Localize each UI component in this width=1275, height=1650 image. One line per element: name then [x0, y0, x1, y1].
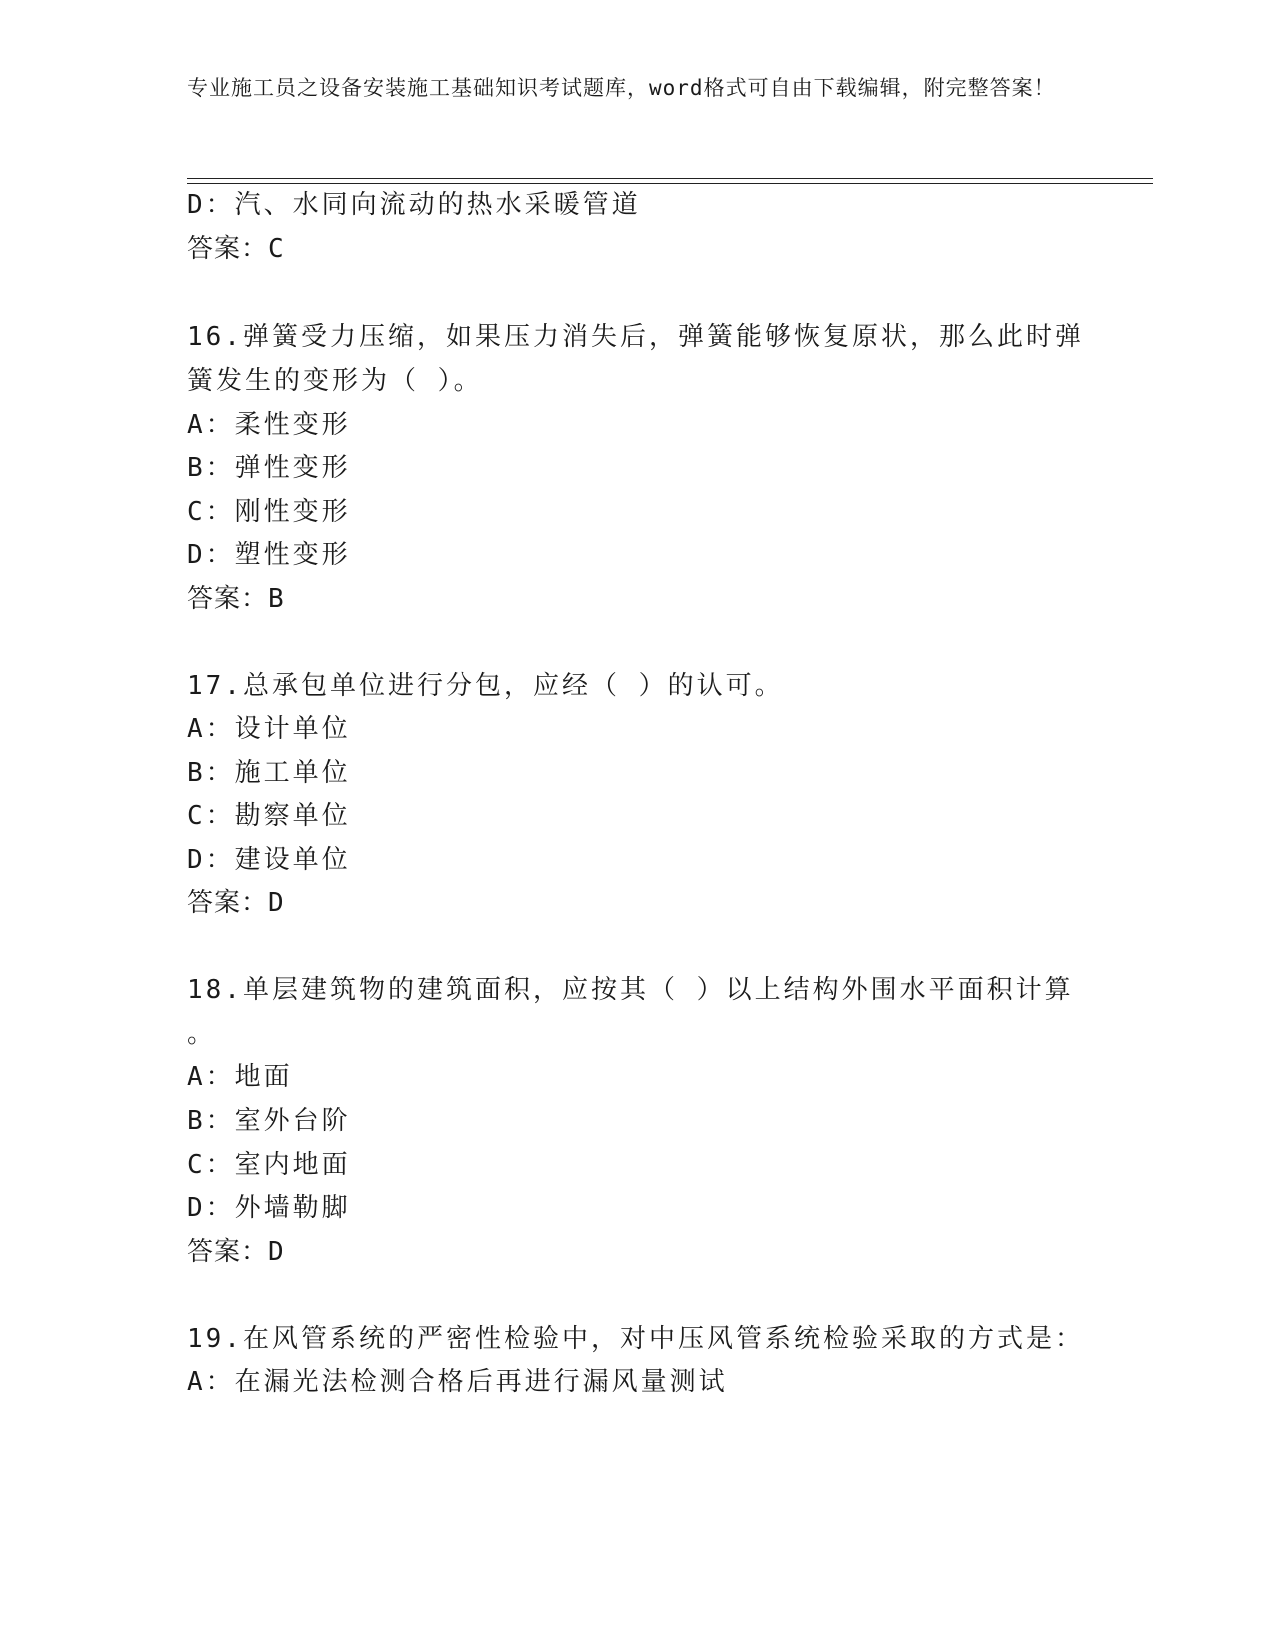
q18-option-c: C：室内地面 [187, 1150, 351, 1180]
prev-answer: 答案：C [187, 234, 285, 264]
q16-answer: 答案：B [187, 584, 285, 614]
q18-stem-line2: 。 [187, 1019, 217, 1049]
q17-stem-line1: 17.总承包单位进行分包，应经（ ）的认可。 [187, 671, 784, 701]
q18-option-d: D：外墙勒脚 [187, 1193, 351, 1223]
q16-stem-line1: 16.弹簧受力压缩，如果压力消失后，弹簧能够恢复原状，那么此时弹 [187, 322, 1084, 352]
q17-option-d: D：建设单位 [187, 845, 351, 875]
q19-option-a: A：在漏光法检测合格后再进行漏风量测试 [187, 1367, 728, 1397]
header-divider-top [187, 178, 1153, 179]
q17-option-b: B：施工单位 [187, 758, 351, 788]
q17-option-c: C：勘察单位 [187, 801, 351, 831]
header-divider-bottom [187, 183, 1153, 184]
q16-stem-line2: 簧发生的变形为（ ）。 [187, 366, 483, 396]
q18-stem-line1: 18.单层建筑物的建筑面积，应按其（ ）以上结构外围水平面积计算 [187, 975, 1074, 1005]
q18-option-a: A：地面 [187, 1062, 293, 1092]
q16-option-a: A：柔性变形 [187, 410, 351, 440]
q16-option-d: D：塑性变形 [187, 540, 351, 570]
q17-option-a: A：设计单位 [187, 714, 351, 744]
q18-answer: 答案：D [187, 1237, 285, 1267]
document-header: 专业施工员之设备安装施工基础知识考试题库，word格式可自由下载编辑，附完整答案！ [187, 76, 1056, 100]
q16-option-b: B：弹性变形 [187, 453, 351, 483]
q16-option-c: C：刚性变形 [187, 497, 351, 527]
q19-stem-line1: 19.在风管系统的严密性检验中，对中压风管系统检验采取的方式是： [187, 1324, 1084, 1354]
q18-option-b: B：室外台阶 [187, 1106, 351, 1136]
q17-answer: 答案：D [187, 888, 285, 918]
prev-option-d: D：汽、水同向流动的热水采暖管道 [187, 190, 641, 220]
